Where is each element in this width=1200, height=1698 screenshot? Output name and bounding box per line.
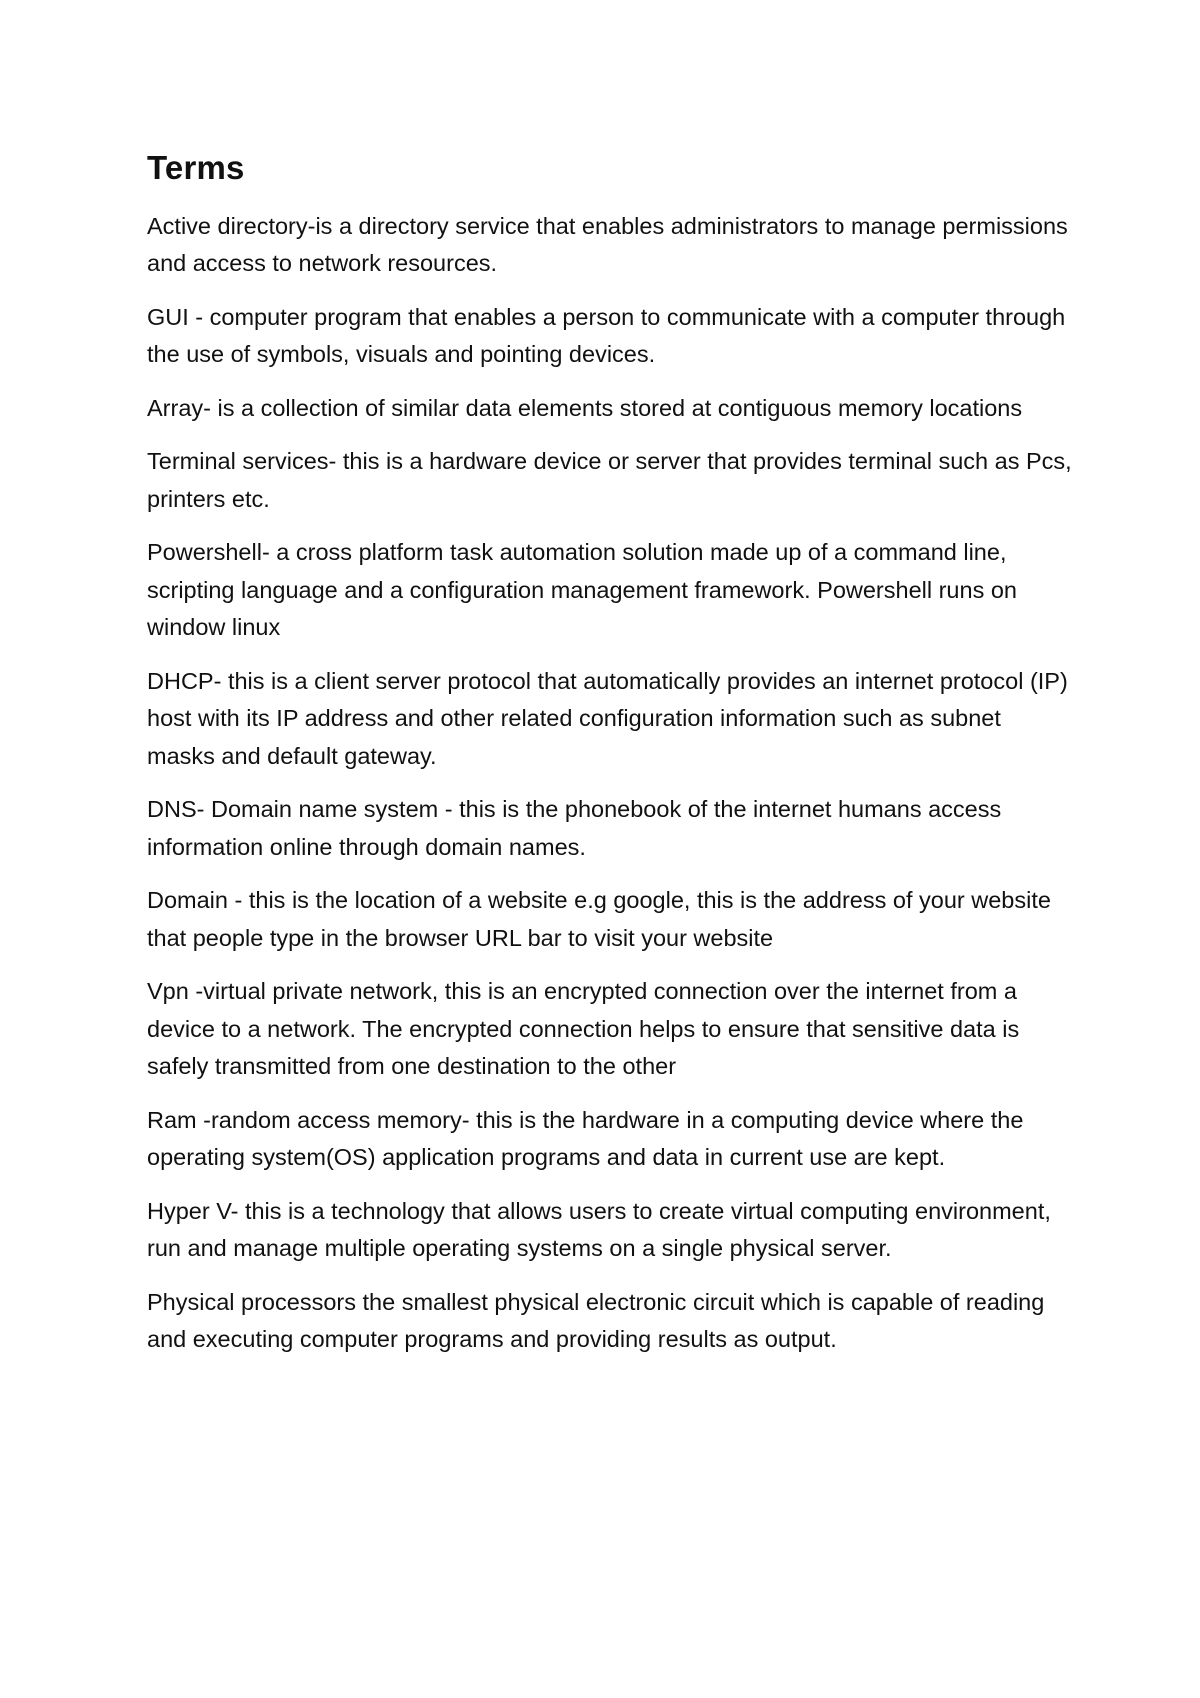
document-body (147, 148, 1072, 1375)
term-dns: DNS- Domain name system - this is the phonebook of the internet humans access information online through domain names. (147, 796, 1002, 860)
page-title: Terms (147, 149, 245, 186)
term-domain: Domain - this is the location of a website e.g google, this is the address of your website that people type in the browser URL bar to visit your website (147, 887, 1051, 951)
term-physical-processors: Physical processors the smallest physical electronic circuit which is capable of reading and executing computer programs and providing results as output. (147, 1288, 1045, 1353)
term-vpn: Vpn -virtual private network, this is an encrypted connection over the internet from a device to a network. The encrypted connection helps to ensure that sensitive data is safely transmitted from one destination to the other (147, 978, 1020, 1080)
term-hyper-v: Hyper V- this is a technology that allows users to create virtual computing environment, run and manage multiple operating systems on a single physical server. (147, 1197, 1051, 1262)
term-array: Array- is a collection of similar data elements stored at contiguous memory locations (147, 394, 1023, 421)
term-powershell: Powershell- a cross platform task automation solution made up of a command line, scripting language and a configuration management framework. Powershell runs on window linux (147, 539, 1017, 641)
term-terminal-services: Terminal services- this is a hardware device or server that provides terminal such as Pcs, printers etc. (147, 448, 1072, 512)
term-active-directory: Active directory-is a directory service that enables administrators to manage permissions and access to network resources. (147, 212, 1068, 277)
term-ram: Ram -random access memory- this is the hardware in a computing device where the operating system(OS) application programs and data in current use are kept. (147, 1106, 1024, 1171)
term-gui: GUI - computer program that enables a person to communicate with a computer through the use of symbols, visuals and pointing devices. (147, 303, 1066, 368)
term-dhcp: DHCP- this is a client server protocol that automatically provides an internet protocol (IP) host with its IP address and other related configuration information such as subnet masks and default gateway. (147, 667, 1068, 769)
